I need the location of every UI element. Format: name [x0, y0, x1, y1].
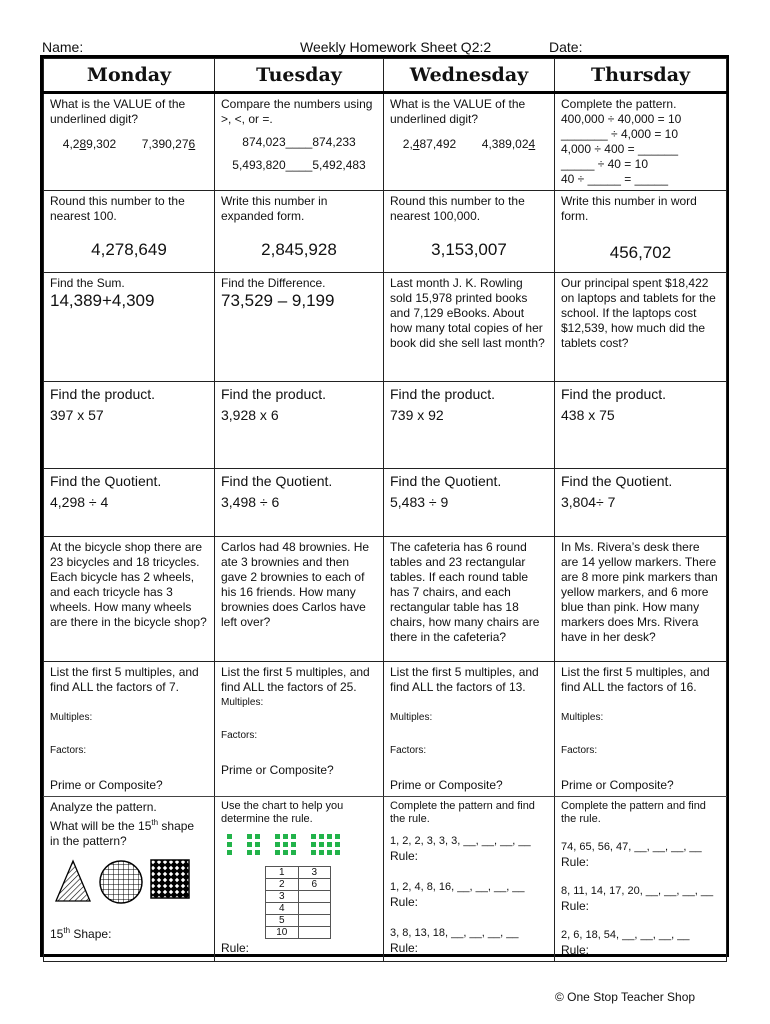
prompt: List the first 5 multiples, and find ALL the factors of 7.: [50, 665, 199, 694]
pattern-2: 8, 11, 14, 17, 20, __, __, __, __: [561, 885, 714, 897]
cell-tue-1: [215, 93, 384, 191]
expression: 3,804÷ 7: [561, 494, 616, 510]
cell-thu-8: [555, 797, 727, 962]
cell-mon-5: Find the Quotient. 4,298 ÷ 4: [44, 469, 215, 537]
answer-label: 15th Shape:: [50, 926, 112, 941]
cell-mon-4: Find the product. 397 x 57: [44, 382, 215, 469]
homework-grid: [40, 55, 729, 957]
expression: 5,483 ÷ 9: [390, 494, 449, 510]
square-shape-icon: [150, 859, 190, 899]
cell-thu-7: [555, 662, 727, 797]
prompt: What is the VALUE of the underlined digit?: [390, 97, 526, 126]
circle-shape-icon: [98, 859, 144, 905]
day-tuesday: Tuesday: [215, 59, 384, 93]
word-problem: The cafeteria has 6 round tables and 23 rectangular tables. If each round table has 7 chairs, and each rectangular table has 18 chairs, how many chairs are there in the cafeteria?: [390, 540, 540, 644]
expression: 397 x 57: [50, 407, 104, 423]
cell-thu-5: Find the Quotient. 3,804÷ 7: [555, 469, 727, 537]
cell-thu-4: Find the product. 438 x 75: [555, 382, 727, 469]
row-word-problems: [44, 537, 727, 662]
multiples-label: Multiples:: [50, 712, 93, 723]
prompt: Write this number in word form.: [561, 194, 697, 223]
prompt: Find the Sum.: [50, 276, 125, 290]
cell-wed-5: Find the Quotient. 5,483 ÷ 9: [384, 469, 555, 537]
rule-label: Rule:: [561, 899, 590, 913]
multiples-label: Multiples:: [561, 712, 604, 723]
prompt: List the first 5 multiples, and find ALL the factors of 25.: [221, 665, 370, 694]
expression: 3,928 x 6: [221, 407, 279, 423]
dot-group-3: [275, 834, 297, 856]
cell-mon-7: [44, 662, 215, 797]
prime-composite-label: Prime or Composite?: [50, 778, 163, 792]
row-place-value: [44, 93, 727, 191]
prompt: Use the chart to help you determine the rule.: [221, 800, 344, 825]
prompt: Round this number to the nearest 100,000.: [390, 194, 525, 223]
shape-pattern: [54, 859, 208, 905]
cell-mon-2: [44, 191, 215, 273]
name-label: Name:: [42, 39, 84, 55]
number-2: 7,390,276: [141, 137, 196, 151]
prompt: List the first 5 multiples, and find ALL the factors of 13.: [390, 665, 539, 694]
word-problem: Our principal spent $18,422 on laptops and tablets for the school. If the laptops cost $12,539, how much did the tablets cost?: [561, 276, 716, 350]
factors-label: Factors:: [221, 730, 258, 741]
day-wednesday: Wednesday: [384, 59, 555, 93]
dot-group-1: [227, 834, 233, 856]
number-2: 4,389,024: [481, 137, 536, 151]
prompt: Complete the pattern.: [561, 97, 677, 111]
cell-tue-5: Find the Quotient. 3,498 ÷ 6: [215, 469, 384, 537]
word-problem: Carlos had 48 brownies. He ate 3 brownies and then gave 2 brownies to each of his 16 friends. How many brownies does Carlos have left over?: [221, 540, 370, 629]
day-monday: Monday: [44, 59, 215, 93]
prompt: List the first 5 multiples, and find ALL the factors of 16.: [561, 665, 710, 694]
rule-label: Rule:: [561, 855, 590, 869]
sheet-title: Weekly Homework Sheet Q2:2: [300, 39, 492, 55]
expression: 3,498 ÷ 6: [221, 494, 280, 510]
cell-wed-2: [384, 191, 555, 273]
rule-label: Rule:: [390, 941, 419, 955]
day-thursday: Thursday: [555, 59, 727, 93]
prompt: What is the VALUE of the underlined digit?: [50, 97, 186, 126]
prime-composite-label: Prime or Composite?: [390, 778, 503, 792]
rule-label: Rule:: [221, 941, 250, 955]
cell-tue-2: [215, 191, 384, 273]
row-product: [44, 382, 727, 469]
row-quotient: [44, 469, 727, 537]
rule-label: Rule:: [561, 943, 590, 957]
cell-wed-7: [384, 662, 555, 797]
prompt: Compare the numbers using >, <, or =.: [221, 97, 373, 126]
row-patterns: [44, 797, 727, 962]
triangle-shape-icon: [54, 859, 92, 903]
factors-label: Factors:: [561, 745, 598, 756]
rule-label: Rule:: [390, 895, 419, 909]
input-output-table: 1 3 2 6 3 4 5 10: [265, 866, 331, 939]
cell-wed-4: Find the product. 739 x 92: [384, 382, 555, 469]
number: 4,278,649: [91, 240, 167, 259]
prompt: Complete the pattern and find the rule.: [561, 800, 706, 825]
expression: 4,298 ÷ 4: [50, 494, 109, 510]
cell-mon-1: [44, 93, 215, 191]
pattern-3: 3, 8, 13, 18, __, __, __, __: [390, 927, 519, 939]
pattern-3: 2, 6, 18, 54, __, __, __, __: [561, 929, 690, 941]
cell-mon-8: Analyze the pattern. What will be the 15th shape in the pattern? 15th Shape:: [44, 797, 215, 962]
multiples-label: Multiples:: [390, 712, 433, 723]
row-rounding: [44, 191, 727, 273]
cell-tue-3: [215, 273, 384, 382]
dot-group-2: [247, 834, 261, 856]
number: 3,153,007: [431, 240, 507, 259]
expression: 14,389+4,309: [50, 291, 155, 310]
factors-label: Factors:: [390, 745, 427, 756]
row-multiples-factors: [44, 662, 727, 797]
cell-tue-7: [215, 662, 384, 797]
cell-wed-3: [384, 273, 555, 382]
row-add-subtract: [44, 273, 727, 382]
cell-wed-6: [384, 537, 555, 662]
prime-composite-label: Prime or Composite?: [221, 763, 334, 777]
prime-composite-label: Prime or Composite?: [561, 778, 674, 792]
cell-tue-8: [215, 797, 384, 962]
expression: 438 x 75: [561, 407, 615, 423]
cell-thu-2: [555, 191, 727, 273]
rule-label: Rule:: [390, 849, 419, 863]
cell-thu-3: [555, 273, 727, 382]
word-problem: At the bicycle shop there are 23 bicycles and 18 tricycles. Each bicycle has 2 wheels, and each tricycle has 3 wheels. How many wheels are there in the bicycle shop?: [50, 540, 207, 629]
pattern-2: 1, 2, 4, 8, 16, __, __, __, __: [390, 881, 525, 893]
number: 456,702: [609, 243, 672, 262]
expression: 739 x 92: [390, 407, 444, 423]
number: 2,845,928: [261, 240, 337, 259]
pattern-1: 1, 2, 2, 3, 3, 3, __, __, __, __: [390, 835, 531, 847]
prompt: Find the Difference.: [221, 276, 326, 290]
compare-1: 874,023____874,233: [242, 135, 356, 149]
cell-wed-1: [384, 93, 555, 191]
cell-thu-6: [555, 537, 727, 662]
dot-pattern: [227, 834, 377, 856]
prompt: Round this number to the nearest 100.: [50, 194, 185, 223]
factors-label: Factors:: [50, 745, 87, 756]
number-1: 2,487,492: [402, 137, 457, 151]
word-problem: Last month J. K. Rowling sold 15,978 printed books and 7,129 eBooks. About how many total copies of her book did she sell last month?: [390, 276, 545, 350]
cell-tue-6: [215, 537, 384, 662]
prompt: Write this number in expanded form.: [221, 194, 328, 223]
number-1: 4,289,302: [62, 137, 117, 151]
cell-thu-1: Complete the pattern. 400,000 ÷ 40,000 = 10 _______ ÷ 4,000 = 10 4,000 ÷ 400 = ______ _____ ÷ 40 = 10 40 ÷ _____ = _____: [555, 93, 727, 191]
dot-group-4: [311, 834, 341, 856]
cell-mon-3: [44, 273, 215, 382]
multiples-label: Multiples:: [221, 697, 264, 708]
prompt: Complete the pattern and find the rule.: [390, 800, 535, 825]
day-header-row: [44, 59, 727, 93]
cell-wed-8: [384, 797, 555, 962]
copyright-footer: © One Stop Teacher Shop: [555, 990, 696, 1004]
date-label: Date:: [549, 39, 583, 55]
word-problem: In Ms. Rivera’s desk there are 14 yellow markers. There are 8 more pink markers than yellow markers, and 6 more blue than pink. How many markers does Mrs. Rivera have in her desk?: [561, 540, 718, 644]
cell-mon-6: [44, 537, 215, 662]
expression: 73,529 – 9,199: [221, 291, 335, 310]
pattern-1: 74, 65, 56, 47, __, __, __, __: [561, 841, 702, 853]
compare-2: 5,493,820____5,492,483: [232, 158, 366, 172]
cell-tue-4: Find the product. 3,928 x 6: [215, 382, 384, 469]
